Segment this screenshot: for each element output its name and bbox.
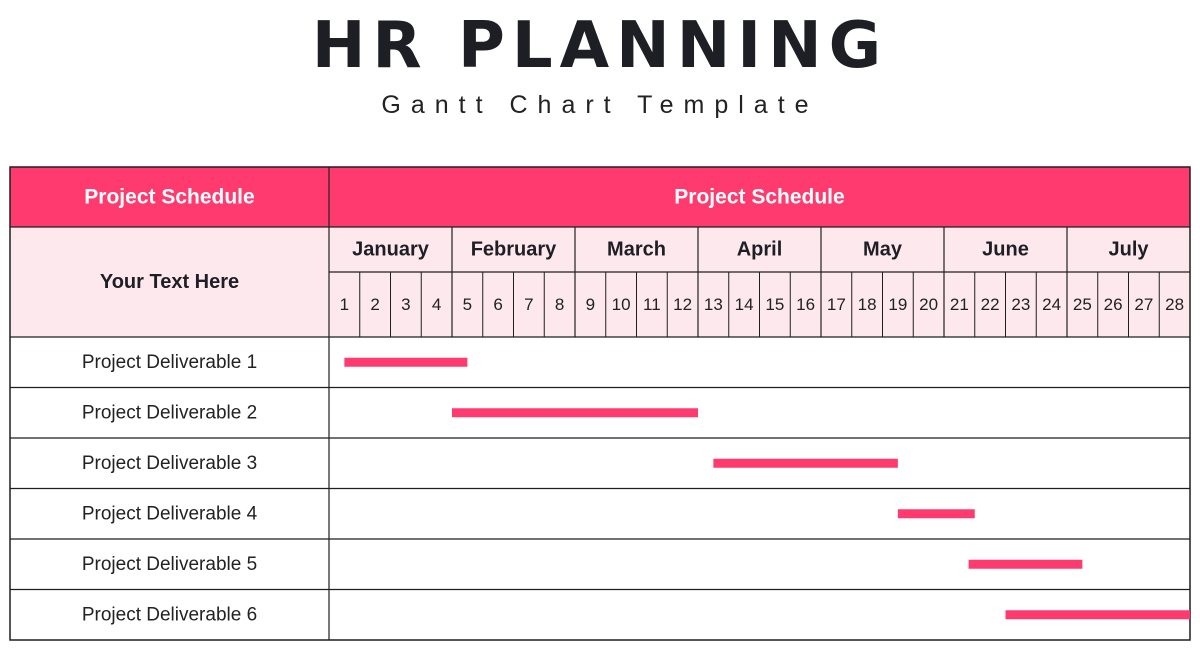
week-label: 5: [462, 295, 473, 314]
week-label: 28: [1165, 295, 1185, 314]
week-label: 26: [1103, 295, 1123, 314]
week-label: 15: [765, 295, 785, 314]
task-label: Project Deliverable 1: [81, 351, 258, 373]
week-label: 10: [611, 295, 631, 314]
task-bar: [452, 408, 698, 417]
week-label: 18: [857, 295, 877, 314]
page-subtitle: Gantt Chart Template: [381, 91, 819, 119]
month-label: January: [352, 238, 429, 261]
task-label: Project Deliverable 6: [81, 604, 258, 626]
timeline-header: Project Schedule: [674, 185, 845, 209]
week-label: 22: [980, 295, 1000, 314]
week-label: 25: [1072, 295, 1092, 314]
left-column-subheader: Your Text Here: [99, 271, 240, 293]
month-label: March: [607, 238, 666, 261]
week-label: 12: [673, 295, 693, 314]
month-label: February: [470, 238, 557, 261]
page-title: HR PLANNING: [311, 9, 889, 83]
task-label: Project Deliverable 3: [81, 452, 258, 474]
week-label: 7: [524, 295, 534, 314]
left-column-header: Project Schedule: [84, 185, 255, 209]
task-bar: [898, 509, 975, 518]
week-label: 16: [796, 295, 816, 314]
week-label: 1: [339, 295, 350, 314]
week-label: 20: [919, 295, 939, 314]
week-label: 6: [493, 295, 503, 314]
week-label: 13: [703, 295, 723, 314]
month-label: July: [1108, 238, 1149, 261]
task-label: Project Deliverable 4: [81, 503, 258, 525]
task-label: Project Deliverable 2: [81, 402, 258, 424]
month-label: June: [982, 238, 1029, 261]
task-bar: [713, 459, 898, 468]
week-label: 9: [585, 295, 596, 314]
week-label: 19: [888, 295, 908, 314]
week-label: 27: [1134, 295, 1154, 314]
month-label: April: [736, 238, 783, 261]
month-label: May: [863, 238, 902, 261]
task-bar: [1006, 610, 1191, 619]
task-label: Project Deliverable 5: [81, 553, 258, 575]
week-label: 2: [370, 295, 380, 314]
week-label: 21: [949, 295, 969, 314]
week-label: 3: [401, 295, 411, 314]
week-label: 11: [643, 295, 661, 314]
task-bar: [969, 560, 1083, 569]
week-label: 23: [1011, 295, 1031, 314]
week-label: 8: [554, 295, 565, 314]
week-label: 14: [734, 295, 754, 314]
week-label: 4: [431, 295, 442, 314]
week-label: 17: [826, 295, 846, 314]
task-bar: [344, 358, 467, 367]
week-label: 24: [1042, 295, 1062, 314]
